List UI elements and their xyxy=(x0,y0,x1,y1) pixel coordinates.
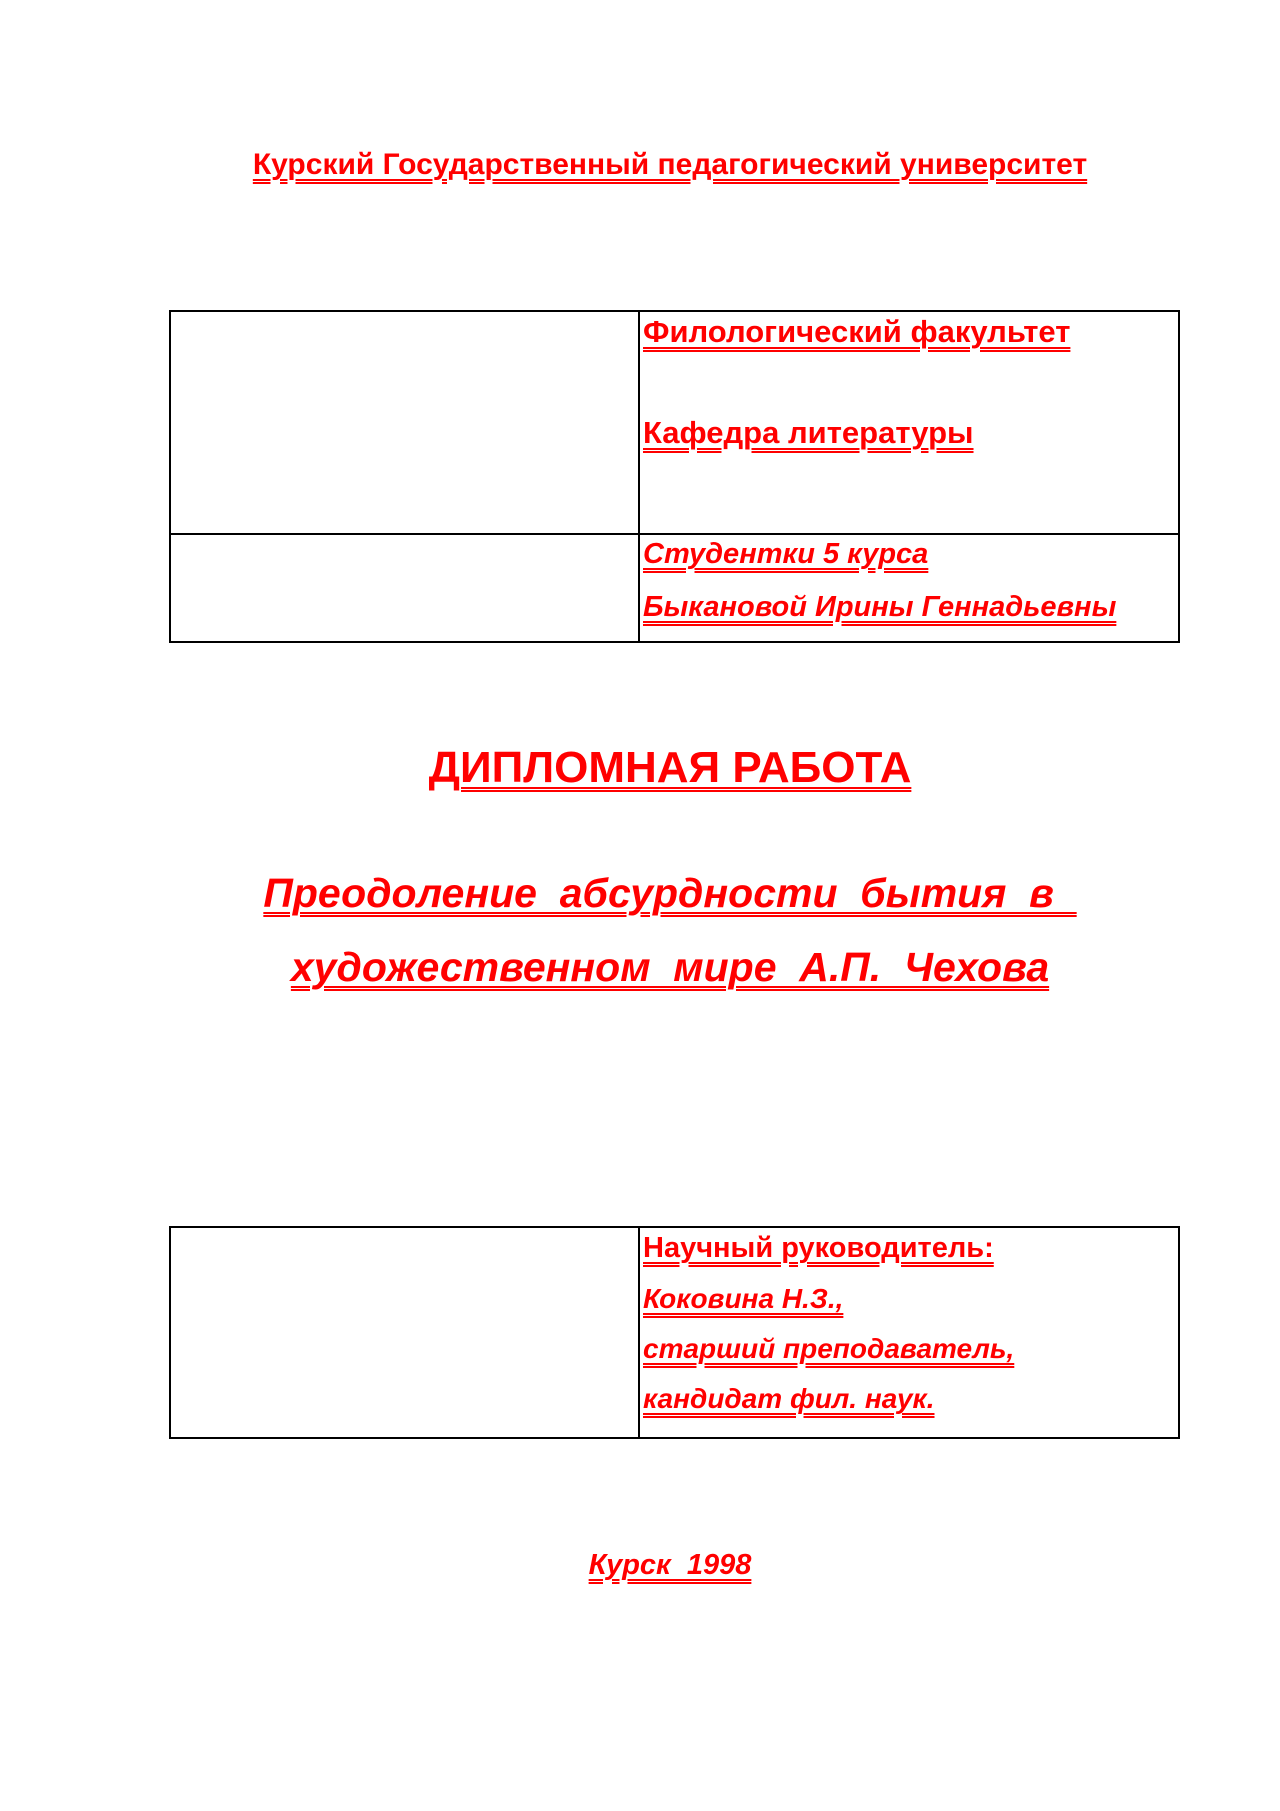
faculty-row xyxy=(170,311,1179,534)
supervisor-table xyxy=(169,1226,1180,1439)
supervisor-name: Коковина Н.З., xyxy=(643,1283,844,1314)
city-year: Курск 1998 xyxy=(588,1549,752,1581)
supervisor-position: старший преподаватель, xyxy=(643,1333,1015,1364)
faculty-cell xyxy=(639,311,1179,534)
supervisor-cell xyxy=(639,1227,1179,1438)
supervisor-degree: кандидат фил. наук. xyxy=(643,1383,935,1414)
work-type-title: ДИПЛОМНАЯ РАБОТА xyxy=(428,743,912,792)
university-name: Курский Государственный педагогический университет xyxy=(252,148,1088,181)
faculty-name: Филологический факультет xyxy=(643,314,1071,349)
empty-cell xyxy=(170,311,639,534)
student-name: Быкановой Ирины Геннадьевны xyxy=(643,591,1117,623)
department-name: Кафедра литературы xyxy=(643,415,974,450)
topic-line-1: Преодоление абсурдности бытия в xyxy=(263,870,1077,916)
supervisor-row xyxy=(170,1227,1179,1438)
student-course: Студентки 5 курса xyxy=(643,538,929,570)
student-row xyxy=(170,534,1179,642)
empty-cell xyxy=(170,534,639,642)
faculty-student-table xyxy=(169,310,1180,643)
student-cell xyxy=(639,534,1179,642)
supervisor-heading: Научный руководитель: xyxy=(643,1232,994,1264)
empty-cell xyxy=(170,1227,639,1438)
topic-line-2: художественном мире А.П. Чехова xyxy=(290,944,1050,990)
